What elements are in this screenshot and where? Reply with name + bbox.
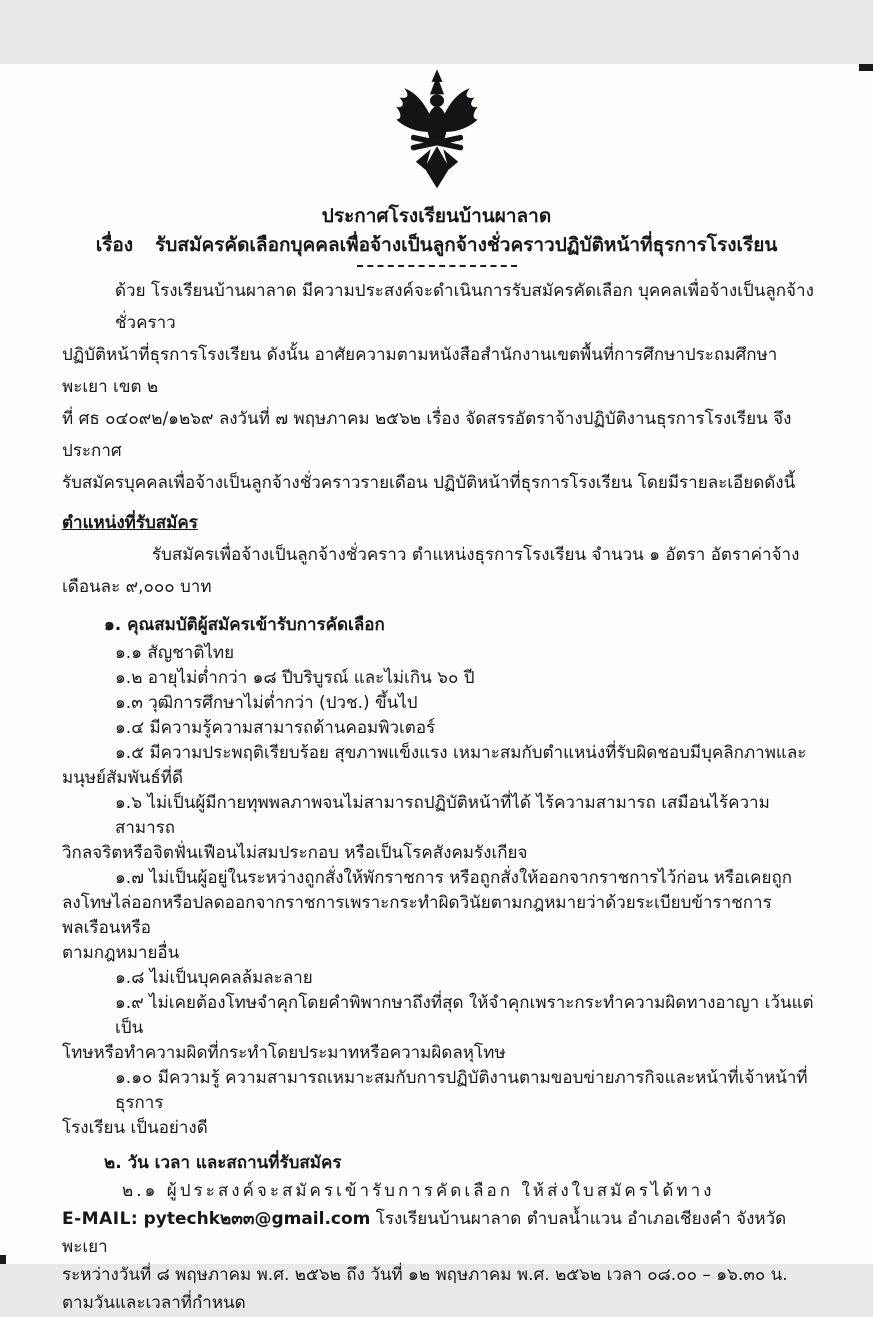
document-body [0, 267, 873, 1317]
subject-label: เรื่อง [95, 234, 134, 256]
qualification-item-1-9: ๑.๙ ไม่เคยต้องโทษจำคุกโดยคำพิพากษาถึงที่สุด ให้จำคุกเพราะกระทำความผิดทางอาญา เว้นแต่เป็น [115, 993, 814, 1038]
qualification-item-1-3: ๑.๓ วุฒิการศึกษาไม่ต่ำกว่า (ปวช.) ขึ้นไป [115, 693, 418, 713]
intro-line: ด้วย โรงเรียนบ้านผาลาด มีความประสงค์จะดำเนินการรับสมัครคัดเลือก บุคคลเพื่อจ้างเป็นลูกจ้างชั่วคราว [115, 281, 814, 333]
scan-artifact-top-right [859, 64, 873, 71]
scan-artifact-bottom-left [0, 1255, 6, 1264]
qualification-item-1-1: ๑.๑ สัญชาติไทย [115, 643, 235, 663]
qualification-item-1-10: ๑.๑๐ มีความรู้ ความสามารถเหมาะสมกับการปฏิบัติงานตามขอบข่ายภารกิจและหน้าที่เจ้าหน้าที่ธุรการ [115, 1068, 808, 1113]
qualification-item-1-6: ๑.๖ ไม่เป็นผู้มีกายทุพพลภาพจนไม่สามารถปฏิบัติหน้าที่ได้ ไร้ความสามารถ เสมือนไร้ความสามารถ [115, 793, 770, 838]
qualification-item-1-9-cont: โทษหรือทำความผิดที่กระทำโดยประมาทหรือความผิดลหุโทษ [62, 1043, 506, 1063]
qualification-item-1-7-cont: ลงโทษไล่ออกหรือปลดออกจากราชการเพราะกระทำผิดวินัยตามกฎหมายว่าด้วยระเบียบข้าราชการพลเรือนหรือ [62, 893, 772, 938]
position-line: เดือนละ ๙,๐๐๐ บาท [62, 577, 212, 597]
email-line [62, 1205, 817, 1261]
announcement-title: ประกาศโรงเรียนบ้านผาลาด [321, 205, 552, 227]
garuda-emblem-icon [390, 64, 484, 200]
qualification-item-1-4: ๑.๔ มีความรู้ความสามารถด้านคอมพิวเตอร์ [115, 718, 436, 738]
intro-line: ที่ ศธ ๐๔๐๙๒/๑๒๖๙ ลงวันที่ ๗ พฤษภาคม ๒๕๖๒ เรื่อง จัดสรรอัตราจ้างปฏิบัติงานธุรการโรงเรียน จึงประกาศ [62, 409, 792, 461]
email-label: E-MAIL: [62, 1209, 139, 1229]
qualification-item-1-10-cont: โรงเรียน เป็นอย่างดี [62, 1118, 208, 1138]
qualifications-heading: ๑. คุณสมบัติผู้สมัครเข้ารับการคัดเลือก [104, 615, 385, 635]
application-item-2-1: ๒.๑ ผู้ประสงค์จะสมัครเข้ารับการคัดเลือก ให้ส่งใบสมัครได้ทาง [122, 1181, 715, 1201]
intro-line: ปฏิบัติหน้าที่ธุรการโรงเรียน ดังนั้น อาศัยความตามหนังสือสำนักงานเขตพื้นที่การศึกษาประถมศึกษาพะเยา เขต ๒ [62, 345, 778, 397]
subject-text: รับสมัครคัดเลือกบุคคลเพื่อจ้างเป็นลูกจ้างชั่วคราวปฏิบัติหน้าที่ธุรการโรงเรียน [155, 234, 778, 256]
subject-line [0, 230, 873, 260]
scanned-announcement-page [0, 64, 873, 1313]
school-address-text: โรงเรียนบ้านผาลาด ตำบลน้ำแวน อำเภอเชียงคำ จังหวัดพะเยา [62, 1209, 787, 1257]
application-period-line: ระหว่างวันที่ ๘ พฤษภาคม พ.ศ. ๒๕๖๒ ถึง วันที่ ๑๒ พฤษภาคม พ.ศ. ๒๕๖๒ เวลา ๐๘.๐๐ – ๑๖.๓๐ น. [62, 1265, 788, 1285]
qualification-item-1-8: ๑.๘ ไม่เป็นบุคคลล้มละลาย [115, 968, 313, 988]
email-address: pytechk๒๓๓@gmail.com [143, 1209, 371, 1229]
qualification-item-1-6-cont: วิกลจริตหรือจิตฟั่นเฟือนไม่สมประกอบ หรือเป็นโรคสังคมรังเกียจ [62, 843, 528, 863]
qualification-item-1-5: ๑.๕ มีความประพฤติเรียบร้อย สุขภาพแข็งแรง เหมาะสมกับตำแหน่งที่รับผิดชอบมีบุคลิกภาพและ [115, 743, 807, 763]
qualification-item-1-7: ๑.๗ ไม่เป็นผู้อยู่ในระหว่างถูกสั่งให้พักราชการ หรือถูกสั่งให้ออกจากราชการไว้ก่อน หรือเคยถูก [115, 868, 793, 888]
application-heading: ๒. วัน เวลา และสถานที่รับสมัคร [104, 1153, 342, 1173]
application-closing-line: ตามวันและเวลาที่กำหนด [62, 1293, 246, 1313]
qualification-item-1-7-cont: ตามกฎหมายอื่น [62, 943, 180, 963]
qualification-item-1-2: ๑.๒ อายุไม่ต่ำกว่า ๑๘ ปีบริบูรณ์ และไม่เกิน ๖๐ ปี [115, 668, 475, 688]
position-heading: ตำแหน่งที่รับสมัคร [62, 513, 198, 533]
intro-line: รับสมัครบุคคลเพื่อจ้างเป็นลูกจ้างชั่วคราวรายเดือน ปฏิบัติหน้าที่ธุรการโรงเรียน โดยมีรายละเอียดดังนี้ [62, 473, 796, 493]
qualification-item-1-5-cont: มนุษย์สัมพันธ์ที่ดี [62, 768, 184, 788]
position-line: รับสมัครเพื่อจ้างเป็นลูกจ้างชั่วคราว ตำแหน่งธุรการโรงเรียน จำนวน ๑ อัตรา อัตราค่าจ้าง [152, 545, 800, 565]
